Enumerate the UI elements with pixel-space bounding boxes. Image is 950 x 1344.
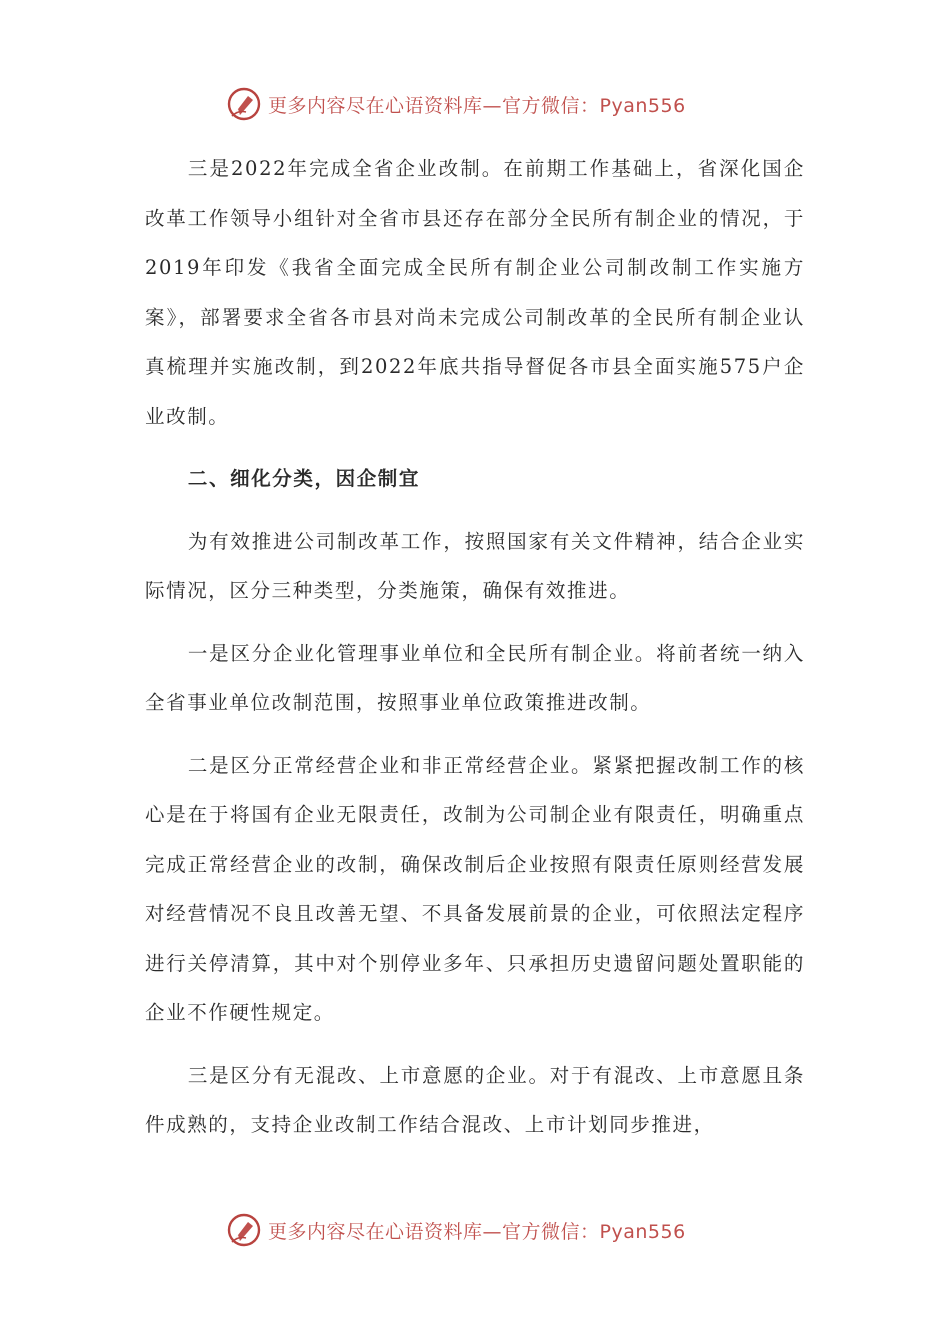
paragraph: 一是区分企业化管理事业单位和全民所有制企业。将前者统一纳入全省事业单位改制范围，按照事业单位政策推进改制。: [145, 641, 805, 714]
banner-text: 更多内容尽在心语资料库—官方微信：Pyan556: [268, 1220, 686, 1243]
paragraph: 二是区分正常经营企业和非正常经营企业。紧紧把握改制工作的核心是在于将国有企业无限责任，改制为公司制企业有限责任，明确重点完成正常经营企业的改制，确保改制后企业按照有限责任原则经营发展对经营情况不良且改善无望、不具备发展前景的企业，可依照法定程序进行关停清算，其中对个别停业多年、只承担历史遗留问题处置职能的企业不作硬性规定。: [145, 753, 805, 1024]
paragraph: 三是区分有无混改、上市意愿的企业。对于有混改、上市意愿且条件成熟的，支持企业改制工作结合混改、上市计划同步推进，: [145, 1063, 805, 1136]
banner-text: 更多内容尽在心语资料库—官方微信：Pyan556: [268, 94, 686, 117]
pen-nib-logo-icon: [226, 86, 262, 122]
header-banner: [226, 84, 726, 124]
paragraph: 三是2022年完成全省企业改制。在前期工作基础上，省深化国企改革工作领导小组针对全省市县还存在部分全民所有制企业的情况，于2019年印发《我省全面完成全民所有制企业公司制改制工作实施方案》，部署要求全省各市县对尚未完成公司制改革的全民所有制企业认真梳理并实施改制，到2022年底共指导督促各市县全面实施575户企业改制。: [145, 157, 805, 428]
section-heading: 二、细化分类，因企制宜: [187, 467, 420, 490]
paragraph: 为有效推进公司制改革工作，按照国家有关文件精神，结合企业实际情况，区分三种类型，分类施策，确保有效推进。: [145, 529, 805, 602]
footer-banner: [226, 1210, 726, 1250]
pen-nib-logo-icon: [226, 1212, 262, 1248]
document-body: [145, 144, 805, 1150]
